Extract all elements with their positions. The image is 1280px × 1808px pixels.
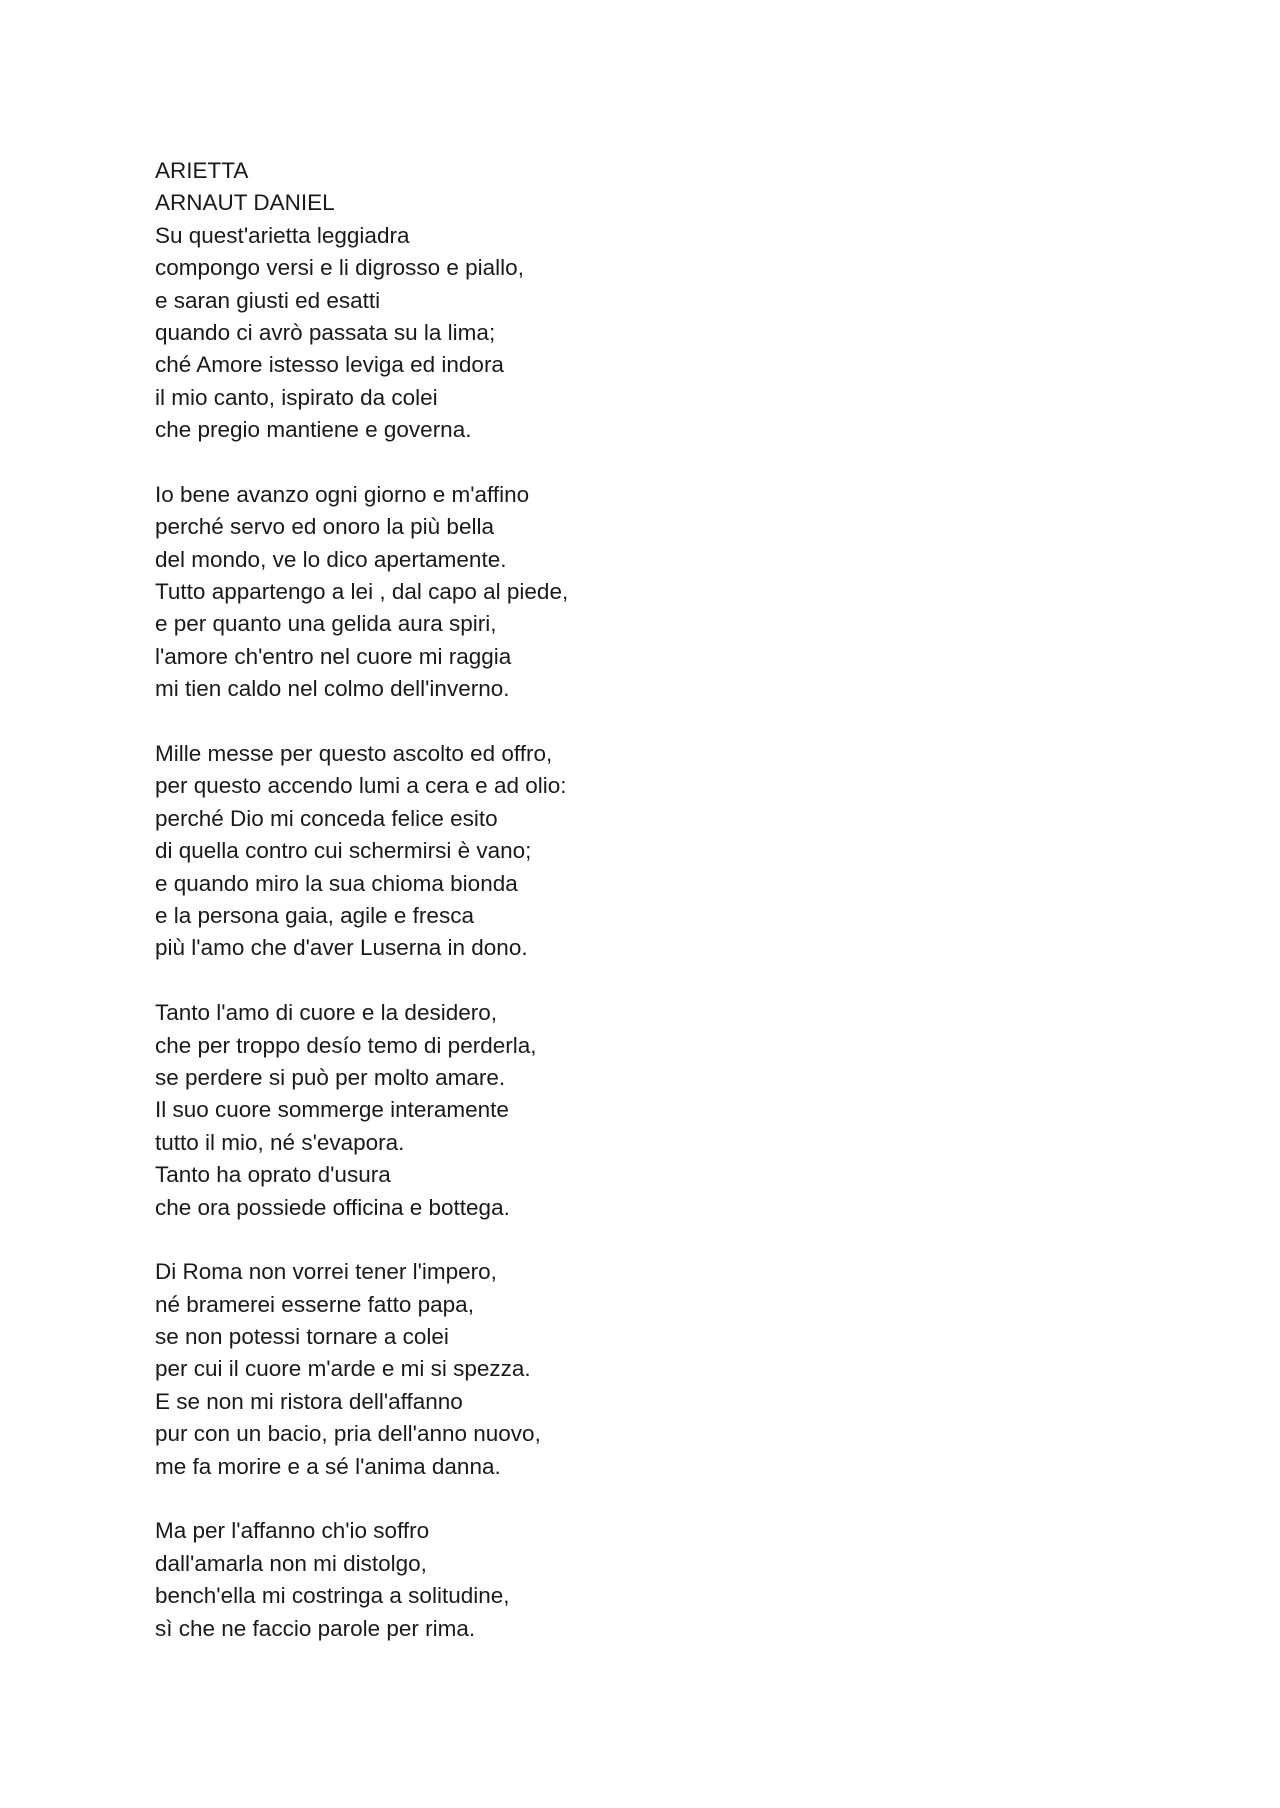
poem-line: perché servo ed onoro la più bella (155, 514, 494, 540)
poem-line: Su quest'arietta leggiadra (155, 222, 410, 248)
poem-line: se perdere si può per molto amare. (155, 1064, 506, 1090)
poem-line: perché Dio mi conceda felice esito (155, 805, 498, 831)
poem-line: Ma per l'affanno ch'io soffro (155, 1518, 430, 1544)
poem-line: tutto il mio, né s'evapora. (155, 1129, 405, 1155)
poem-line: e per quanto una gelida aura spiri, (155, 611, 497, 637)
poem-line: Io bene avanzo ogni giorno e m'affino (155, 481, 530, 507)
poem-line: e saran giusti ed esatti (155, 287, 381, 313)
stanza-5 (155, 1256, 1155, 1483)
poem-line: quando ci avrò passata su la lima; (155, 319, 496, 345)
poem-line: di quella contro cui schermirsi è vano; (155, 838, 532, 864)
poem-line: Mille messe per questo ascolto ed offro, (155, 741, 553, 767)
poem-line: per cui il cuore m'arde e mi si spezza. (155, 1356, 531, 1382)
poem-line: e quando miro la sua chioma bionda (155, 870, 518, 896)
poem-line: che per troppo desío temo di perderla, (155, 1032, 537, 1058)
stanza-1 (155, 220, 1155, 447)
poem-line: ché Amore istesso leviga ed indora (155, 352, 504, 378)
stanzas-container (155, 220, 1155, 1645)
poem-line: pur con un bacio, pria dell'anno nuovo, (155, 1421, 541, 1447)
poem-line: E se non mi ristora dell'affanno (155, 1388, 463, 1414)
poem-title: ARIETTA (155, 158, 249, 183)
poem-line: Il suo cuore sommerge interamente (155, 1097, 509, 1123)
poem-line: per questo accendo lumi a cera e ad olio: (155, 773, 567, 799)
poem-line: Tutto appartengo a lei , dal capo al piede, (155, 579, 569, 605)
stanza-4 (155, 997, 1155, 1224)
stanza-2 (155, 479, 1155, 706)
poem-line: compongo versi e li digrosso e piallo, (155, 255, 524, 281)
poem-author: ARNAUT DANIEL (155, 190, 335, 216)
poem-line: del mondo, ve lo dico apertamente. (155, 546, 507, 572)
poem-line: mi tien caldo nel colmo dell'inverno. (155, 676, 510, 702)
poem-line: che pregio mantiene e governa. (155, 417, 472, 443)
stanza-3 (155, 738, 1155, 965)
poem-line: l'amore ch'entro nel cuore mi raggia (155, 643, 512, 669)
poem-line: e la persona gaia, agile e fresca (155, 902, 474, 928)
poem-line: Tanto ha oprato d'usura (155, 1162, 391, 1188)
poem-line: più l'amo che d'aver Luserna in dono. (155, 935, 528, 961)
poem-line: che ora possiede officina e bottega. (155, 1194, 510, 1220)
poem-line: me fa morire e a sé l'anima danna. (155, 1453, 501, 1479)
poem-text (155, 155, 1155, 1677)
poem-line: se non potessi tornare a colei (155, 1324, 449, 1350)
poem-line: sì che ne faccio parole per rima. (155, 1615, 476, 1641)
poem-line: dall'amarla non mi distolgo, (155, 1550, 427, 1576)
poem-line: Di Roma non vorrei tener l'impero, (155, 1259, 497, 1285)
stanza-6 (155, 1515, 1155, 1645)
poem-line: bench'ella mi costringa a solitudine, (155, 1583, 510, 1609)
poem-line: né bramerei esserne fatto papa, (155, 1291, 474, 1317)
poem-line: il mio canto, ispirato da colei (155, 384, 438, 410)
poem-line: Tanto l'amo di cuore e la desidero, (155, 1000, 497, 1026)
